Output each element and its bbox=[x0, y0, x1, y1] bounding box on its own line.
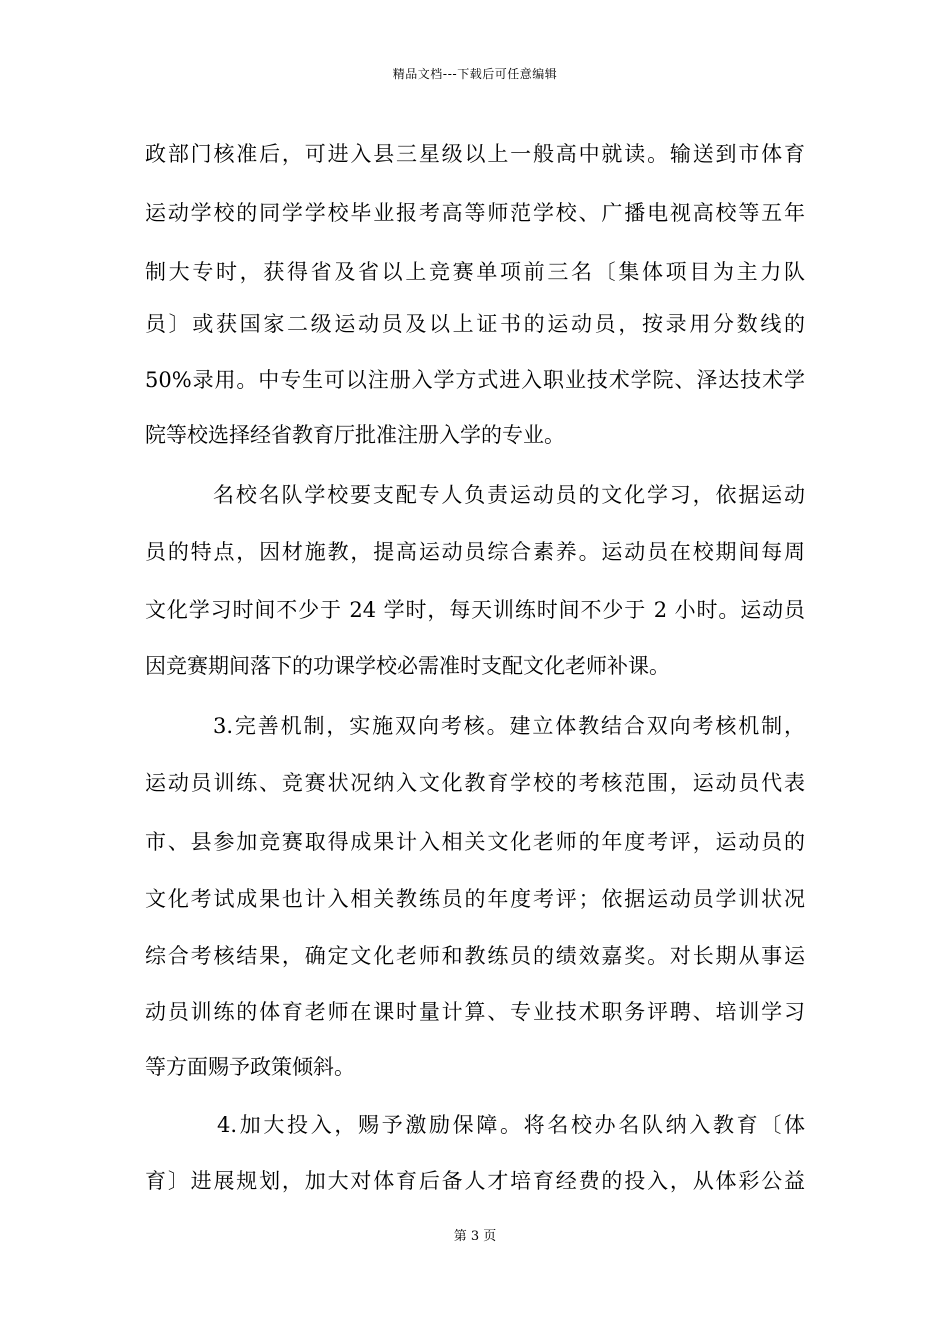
body-line-11: 3.完善机制，实施双向考核。建立体教结合双向考核机制， bbox=[213, 714, 805, 738]
body-line-2: 运动学校的同学学校毕业报考高等师范学校、广播电视高校等五年 bbox=[145, 201, 805, 225]
body-line-13: 市、县参加竞赛取得成果计入相关文化老师的年度考评，运动员的 bbox=[145, 830, 805, 854]
body-line-15: 综合考核结果，确定文化老师和教练员的绩效嘉奖。对长期从事运 bbox=[145, 944, 805, 968]
body-line-12: 运动员训练、竞赛状况纳入文化教育学校的考核范围，运动员代表 bbox=[145, 771, 805, 795]
page-footer: 第 3 页 bbox=[453, 1229, 497, 1244]
body-line-10: 因竞赛期间落下的功课学校必需准时支配文化老师补课。 bbox=[145, 654, 670, 678]
body-line-9: 文化学习时间不少于 24 学时，每天训练时间不少于 2 小时。运动员 bbox=[145, 598, 805, 622]
body-line-6: 院等校选择经省教育厅批准注册入学的专业。 bbox=[145, 423, 565, 447]
body-line-3: 制大专时，获得省及省以上竞赛单项前三名〔集体项目为主力队 bbox=[145, 260, 805, 284]
body-line-17: 等方面赐予政策倾斜。 bbox=[145, 1055, 355, 1079]
page-header: 精品文档---下载后可任意编辑 bbox=[392, 67, 558, 81]
body-line-19: 育〕进展规划，加大对体育后备人才培育经费的投入，从体彩公益 bbox=[145, 1169, 805, 1193]
body-line-8: 员的特点，因材施教，提高运动员综合素养。运动员在校期间每周 bbox=[145, 540, 805, 564]
body-line-7: 名校名队学校要支配专人负责运动员的文化学习，依据运动 bbox=[213, 483, 805, 507]
body-line-18: 4.加大投入，赐予激励保障。将名校办名队纳入教育〔体 bbox=[217, 1113, 805, 1137]
body-line-4: 员〕或获国家二级运动员及以上证书的运动员，按录用分数线的 bbox=[145, 312, 805, 336]
body-line-16: 动员训练的体育老师在课时量计算、专业技术职务评聘、培训学习 bbox=[145, 1000, 805, 1024]
body-line-5: 50%录用。中专生可以注册入学方式进入职业技术学院、泽达技术学 bbox=[145, 368, 805, 392]
body-line-1: 政部门核准后，可进入县三星级以上一般高中就读。输送到市体育 bbox=[145, 142, 805, 166]
body-line-14: 文化考试成果也计入相关教练员的年度考评；依据运动员学训状况 bbox=[145, 887, 805, 911]
